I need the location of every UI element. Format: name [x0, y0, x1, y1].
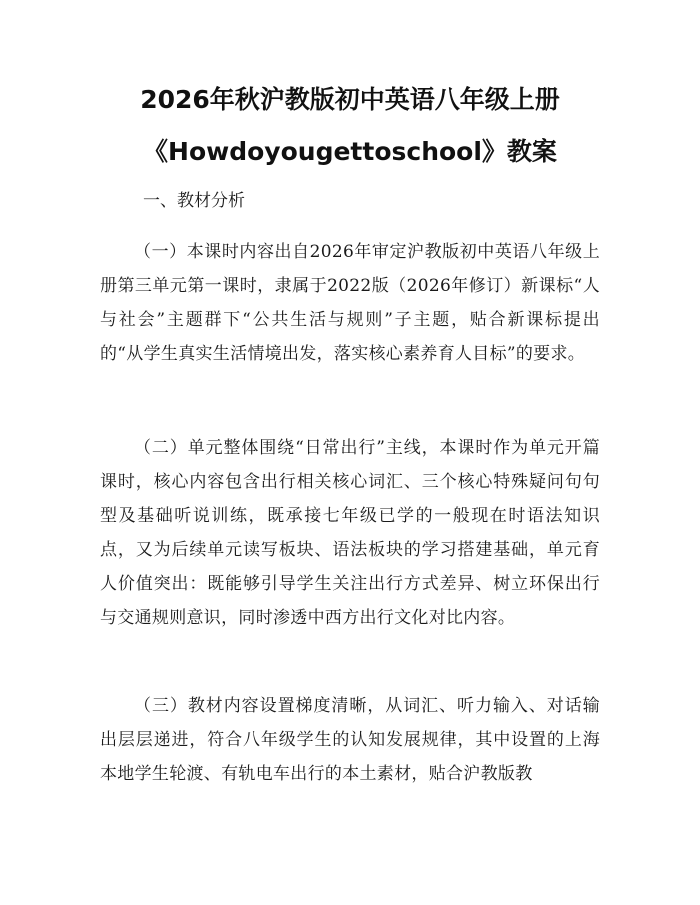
document-title-line-2: 《Howdoyougettoschool》教案 [143, 137, 557, 166]
paragraph-2: （二）单元整体围绕“日常出行”主线，本课时作为单元开篇课时，核心内容包含出行相关核心词汇、三个核心特殊疑问句句型及基础听说训练，既承接七年级已学的一般现在时语法知识点，又为后续单元读写板块、语法板块的学习搭建基础，单元育人价值突出：既能够引导学生关注出行方式差异、树立环保出行与交通规则意识，同时渗透中西方出行文化对比内容。 [100, 438, 600, 628]
paragraph-3: （三）教材内容设置梯度清晰，从词汇、听力输入、对话输出层层递进，符合八年级学生的认知发展规律，其中设置的上海本地学生轮渡、有轨电车出行的本土素材，贴合沪教版教 [100, 696, 600, 784]
section-heading: 一、教材分析 [143, 191, 245, 211]
document-title-line-1: 2026年秋沪教版初中英语八年级上册 [140, 85, 560, 114]
paragraph-1: （一）本课时内容出自2026年审定沪教版初中英语八年级上册第三单元第一课时，隶属于2022版（2026年修订）新课标“人与社会”主题群下“公共生活与规则”子主题，贴合新课标提出的“从学生真实生活情境出发，落实核心素养育人目标”的要求。 [100, 242, 600, 364]
